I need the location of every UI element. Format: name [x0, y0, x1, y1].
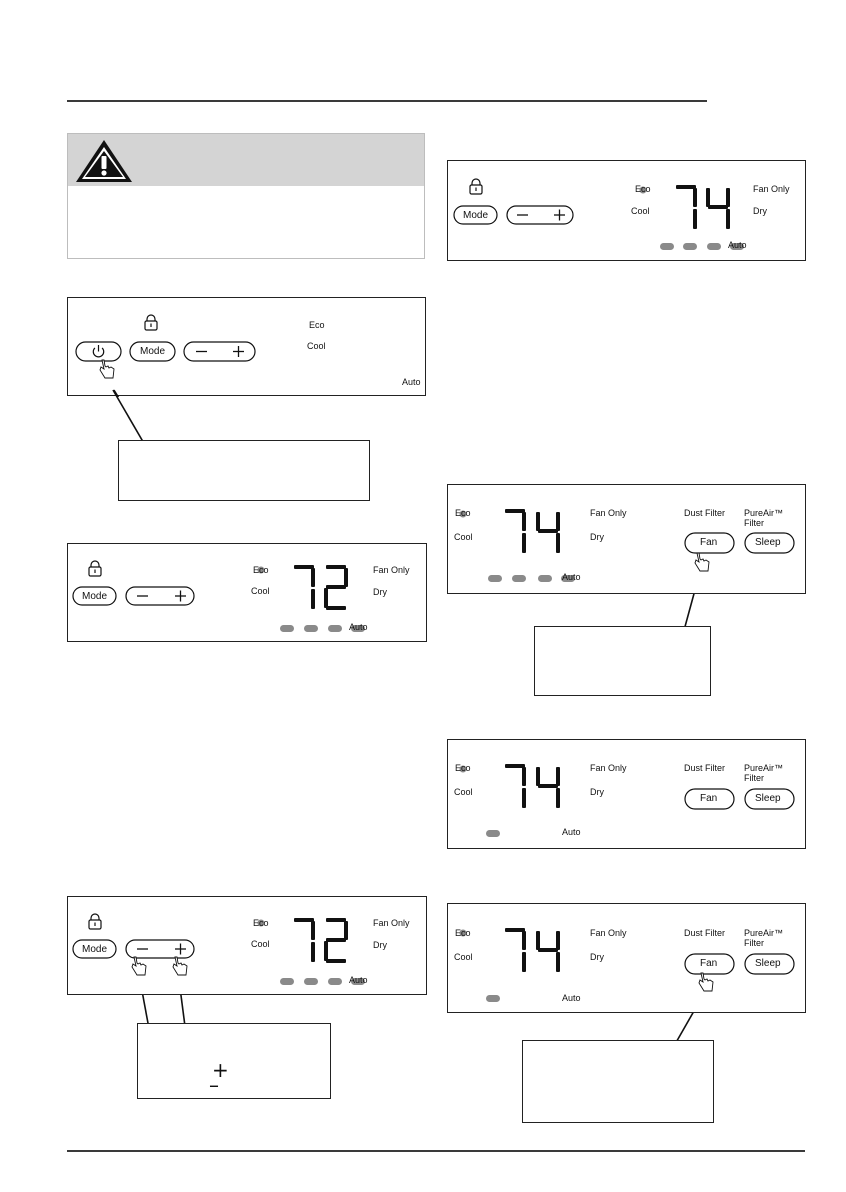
auto-label: Auto: [562, 827, 581, 837]
dust-filter-label: Dust Filter: [684, 508, 726, 518]
cool-label: Cool: [454, 952, 473, 962]
warning-box: [67, 133, 425, 259]
auto-label: Auto: [562, 572, 581, 582]
panel-art: [448, 485, 807, 595]
pointing-hand-icon: [132, 957, 146, 975]
auto-label: Auto: [349, 622, 368, 632]
seven-segment-display: [294, 565, 348, 610]
auto-label: Auto: [728, 240, 747, 250]
mode-button[interactable]: Mode: [82, 591, 108, 602]
callout-fan-filter: [522, 1040, 714, 1123]
fan-only-label: Fan Only: [373, 565, 410, 575]
fan-only-label: Fan Only: [590, 928, 627, 938]
dry-label: Dry: [373, 940, 387, 950]
dry-label: Dry: [753, 206, 767, 216]
control-panel-power: [67, 297, 426, 396]
eco-label: Eco: [455, 508, 471, 518]
control-panel-display-74: [447, 160, 806, 261]
eco-label: Eco: [455, 928, 471, 938]
lock-icon: [89, 561, 101, 576]
fan-only-label: Fan Only: [753, 184, 790, 194]
dry-label: Dry: [590, 952, 604, 962]
seven-segment-display: [294, 918, 348, 963]
auto-label: Auto: [562, 993, 581, 1003]
mode-button[interactable]: Mode: [82, 944, 108, 955]
temp-button[interactable]: [184, 342, 255, 361]
callout-temperature: [137, 1023, 331, 1099]
eco-label: Eco: [253, 918, 269, 928]
minus-sign: –: [209, 1073, 219, 1097]
eco-label: Eco: [253, 565, 269, 575]
eco-label: Eco: [635, 184, 651, 194]
panel-art: [68, 298, 427, 397]
fan-button[interactable]: Fan: [700, 537, 718, 548]
mode-button[interactable]: Mode: [463, 210, 489, 221]
cool-label: Cool: [251, 586, 270, 596]
pointing-hand-icon: [100, 360, 114, 378]
sleep-button[interactable]: Sleep: [755, 537, 781, 548]
auto-label: Auto: [349, 975, 368, 985]
control-panel-fan-low: [447, 739, 806, 849]
lock-icon: [470, 179, 482, 194]
auto-label: Auto: [402, 377, 421, 387]
sleep-button[interactable]: Sleep: [755, 793, 781, 804]
panel-art: [448, 740, 807, 850]
dust-filter-label: Dust Filter: [684, 763, 726, 773]
fan-speed-led: [486, 995, 500, 1002]
panel-art: [448, 904, 807, 1014]
seven-segment-display: [676, 185, 730, 229]
control-panel-temperature: [67, 896, 427, 995]
plus-sign: +: [212, 1058, 229, 1082]
dust-filter-label: Dust Filter: [684, 928, 726, 938]
dry-label: Dry: [590, 787, 604, 797]
seven-segment-display: [505, 928, 560, 972]
warning-icon: [74, 138, 134, 184]
fan-speed-led: [486, 830, 500, 837]
eco-label: Eco: [309, 320, 325, 330]
lock-icon: [145, 315, 157, 330]
footer-rule: [67, 1150, 805, 1152]
fan-only-label: Fan Only: [590, 508, 627, 518]
pointing-hand-icon: [173, 957, 187, 975]
dry-label: Dry: [373, 587, 387, 597]
pointing-hand-icon: [699, 973, 713, 991]
cool-label: Cool: [251, 939, 270, 949]
control-panel-fan: [447, 484, 806, 594]
fan-only-label: Fan Only: [373, 918, 410, 928]
pureair-filter-label: PureAir™ Filter: [744, 928, 784, 948]
callout-power: [118, 440, 370, 501]
sleep-button[interactable]: Sleep: [755, 958, 781, 969]
callout-fan: [534, 626, 711, 696]
control-panel-display-72: [67, 543, 427, 642]
cool-label: Cool: [631, 206, 650, 216]
fan-button[interactable]: Fan: [700, 958, 718, 969]
mode-button[interactable]: Mode: [140, 346, 166, 357]
pointing-hand-icon: [695, 553, 709, 571]
eco-label: Eco: [455, 763, 471, 773]
fan-button[interactable]: Fan: [700, 793, 718, 804]
lock-icon: [89, 914, 101, 929]
pureair-filter-label: PureAir™ Filter: [744, 508, 784, 528]
cool-label: Cool: [307, 341, 326, 351]
dry-label: Dry: [590, 532, 604, 542]
cool-label: Cool: [454, 532, 473, 542]
header-rule: [67, 100, 707, 102]
pureair-filter-label: PureAir™ Filter: [744, 763, 784, 783]
control-panel-fan-filter: [447, 903, 806, 1013]
seven-segment-display: [505, 509, 560, 553]
seven-segment-display: [505, 764, 560, 808]
cool-label: Cool: [454, 787, 473, 797]
fan-only-label: Fan Only: [590, 763, 627, 773]
